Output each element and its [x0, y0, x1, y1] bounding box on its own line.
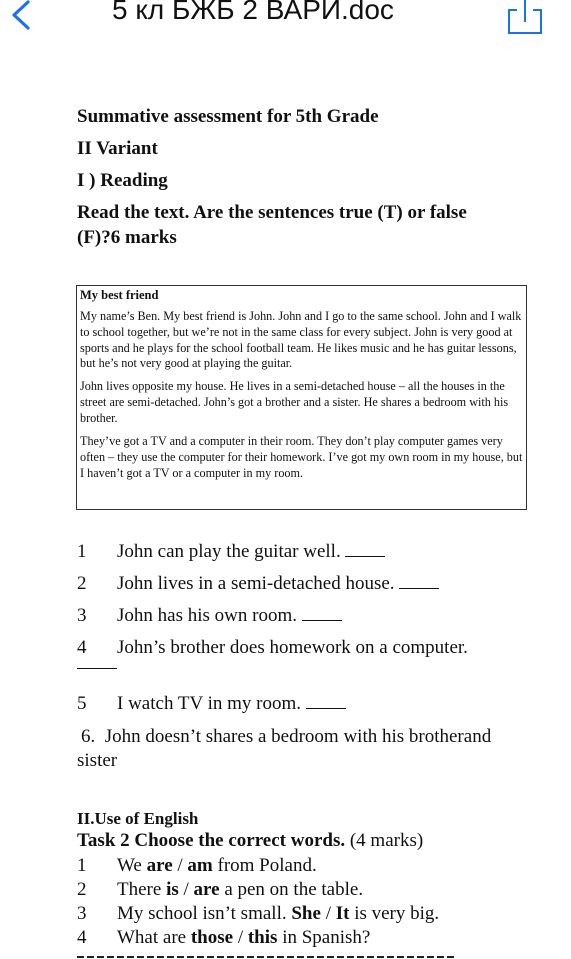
file-title: 5 кл БЖБ 2 ВАРИ.doc: [112, 0, 394, 25]
share-button[interactable]: [507, 0, 543, 34]
reading-section-title: I ) Reading: [77, 170, 168, 191]
top-bar: [0, 0, 571, 38]
share-icon: [507, 0, 543, 34]
answer-blank: [345, 541, 385, 557]
variant-label: II Variant: [77, 138, 158, 159]
answer-blank: [399, 573, 439, 589]
item-text: There is / are a pen on the table.: [117, 879, 364, 900]
question-number: 4: [77, 637, 87, 658]
question-number: 6.: [81, 726, 96, 747]
passage-title: My best friend: [80, 288, 159, 302]
item-text: My school isn’t small. She / It is very big.: [117, 903, 440, 924]
item-number: 3: [77, 903, 87, 924]
question-text: John doesn’t shares a bedroom with his brotherand: [104, 726, 492, 747]
answer-blank: [77, 668, 117, 669]
passage-paragraph-2: John lives opposite my house. He lives in a semi-detached house – all the houses in the street are semi-detached. John’s got a brother and a sister. He shares a bedroom with his brother.: [80, 379, 509, 425]
item-text: What are those / this in Spanish?: [117, 927, 371, 948]
question-number: 1: [77, 541, 87, 562]
item-text: We are / am from Poland.: [117, 855, 317, 876]
question-number: 3: [77, 605, 87, 626]
question-6-line1: [81, 726, 491, 748]
item-number: 2: [77, 879, 87, 900]
back-button[interactable]: [6, 0, 36, 32]
reading-instruction-line2: (F)?6 marks: [77, 227, 177, 248]
question-text: John’s brother does homework on a computer.: [117, 637, 468, 658]
question-number: 2: [77, 573, 87, 594]
assessment-heading: Summative assessment for 5th Grade: [77, 106, 379, 127]
answer-blank: [302, 605, 342, 621]
answer-blank: [306, 693, 346, 709]
passage-paragraph-1: My name’s Ben. My best friend is John. John and I go to the same school. John and I walk to school together, but we’re not in the same class for every subject. John is very good at sports and he plays for the school football team. He likes music and he has guitar lessons, but he’s not very good at playing the guitar.: [80, 309, 522, 371]
question-6-line2: sister: [77, 750, 118, 771]
task2-heading: Task 2 Choose the correct words. (4 marks): [77, 830, 424, 851]
chevron-left-icon: [6, 0, 36, 32]
item-number: 1: [77, 855, 87, 876]
question-text: John can play the guitar well.: [117, 541, 385, 563]
question-text: John lives in a semi-detached house.: [117, 573, 439, 595]
cut-off-line: [77, 952, 457, 959]
reading-passage-box: [76, 285, 527, 510]
reading-instruction-line1: Read the text. Are the sentences true (T) or false: [77, 202, 467, 223]
question-text: John has his own room.: [117, 605, 342, 627]
question-number: 5: [77, 693, 87, 714]
item-number: 4: [77, 927, 87, 948]
use-of-english-title: II.Use of English: [77, 809, 199, 828]
question-text: I watch TV in my room.: [117, 693, 346, 715]
passage-paragraph-3: They’ve got a TV and a computer in their room. They don’t play computer games very often – they use the computer for their homework. I’ve got my own room in my house, but I haven’t got a TV or a computer in my room.: [80, 434, 523, 480]
